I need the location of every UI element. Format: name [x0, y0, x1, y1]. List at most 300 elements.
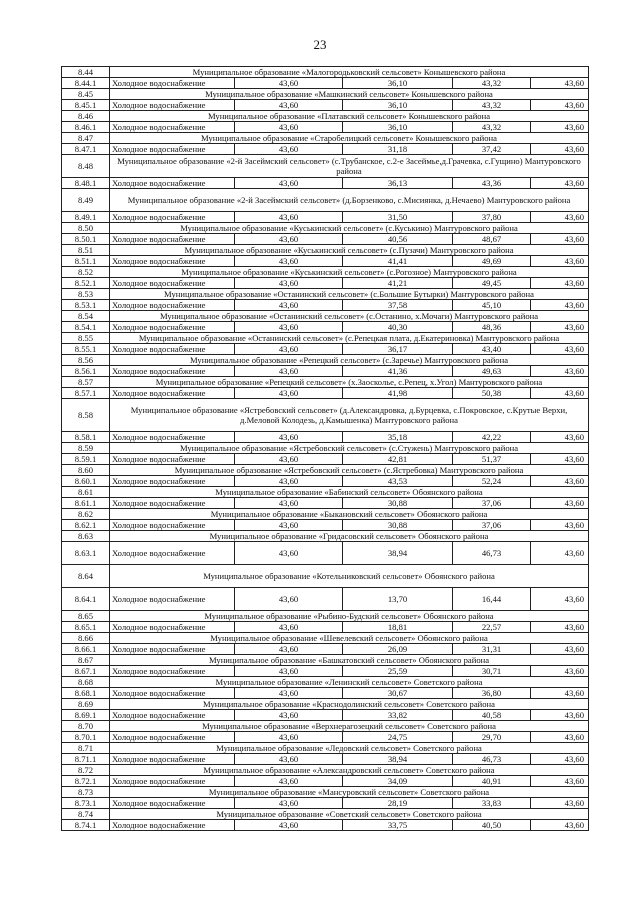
section-number: 8.73	[62, 787, 110, 798]
tariff-row	[62, 644, 589, 655]
value-2: 36,13	[343, 178, 453, 189]
section-number: 8.74	[62, 809, 110, 820]
item-number: 8.67.1	[62, 666, 110, 677]
value-2: 40,56	[343, 234, 453, 245]
value-1: 43,60	[235, 432, 343, 443]
section-number: 8.63	[62, 531, 110, 542]
item-number: 8.61.1	[62, 498, 110, 509]
section-number: 8.51	[62, 245, 110, 256]
section-number: 8.69	[62, 699, 110, 710]
value-1: 43,60	[235, 732, 343, 743]
section-title: Муниципальное образование «Краснодолинский сельсовет» Советского района	[110, 699, 589, 710]
section-header-row	[62, 787, 589, 798]
section-header-row	[62, 289, 589, 300]
value-4: 43,60	[531, 498, 589, 509]
tariff-row	[62, 732, 589, 743]
item-number: 8.74.1	[62, 820, 110, 831]
section-header-row	[62, 633, 589, 644]
section-header-row	[62, 155, 589, 178]
value-4: 43,60	[531, 100, 589, 111]
tariff-row	[62, 344, 589, 355]
section-title: Муниципальное образование «Мансуровский сельсовет» Советского района	[110, 787, 589, 798]
value-3: 30,71	[453, 666, 531, 677]
section-header-row	[62, 677, 589, 688]
item-number: 8.51.1	[62, 256, 110, 267]
section-title: Муниципальное образование «Шевелевский сельсовет» Обоянского района	[110, 633, 589, 644]
section-header-row	[62, 699, 589, 710]
item-number: 8.52.1	[62, 278, 110, 289]
value-2: 30,88	[343, 498, 453, 509]
value-3: 46,73	[453, 754, 531, 765]
item-number: 8.72.1	[62, 776, 110, 787]
value-3: 37,80	[453, 212, 531, 223]
section-header-row	[62, 189, 589, 212]
tariff-row	[62, 588, 589, 611]
value-4: 43,60	[531, 588, 589, 611]
item-number: 8.47.1	[62, 144, 110, 155]
section-number: 8.52	[62, 267, 110, 278]
value-2: 24,75	[343, 732, 453, 743]
service-name: Холодное водоснабжение	[110, 122, 235, 133]
service-name: Холодное водоснабжение	[110, 454, 235, 465]
section-header-row	[62, 565, 589, 588]
section-number: 8.44	[62, 67, 110, 78]
value-3: 48,67	[453, 234, 531, 245]
service-name: Холодное водоснабжение	[110, 688, 235, 699]
value-3: 43,36	[453, 178, 531, 189]
value-2: 40,30	[343, 322, 453, 333]
tariff-row	[62, 666, 589, 677]
section-title: Муниципальное образование «Останинский сельсовет» (с.Останино, х.Мочаги) Мантуровского района	[110, 311, 589, 322]
section-number: 8.49	[62, 189, 110, 212]
section-title: Муниципальное образование «Александровский сельсовет» Советского района	[110, 765, 589, 776]
service-name: Холодное водоснабжение	[110, 588, 235, 611]
value-1: 43,60	[235, 688, 343, 699]
value-2: 41,98	[343, 388, 453, 399]
value-1: 43,60	[235, 144, 343, 155]
value-1: 43,60	[235, 212, 343, 223]
value-2: 33,82	[343, 710, 453, 721]
value-3: 42,22	[453, 432, 531, 443]
service-name: Холодное водоснабжение	[110, 798, 235, 809]
service-name: Холодное водоснабжение	[110, 542, 235, 565]
value-2: 38,94	[343, 542, 453, 565]
item-number: 8.58.1	[62, 432, 110, 443]
section-header-row	[62, 611, 589, 622]
value-4: 43,60	[531, 798, 589, 809]
value-3: 49,63	[453, 366, 531, 377]
value-1: 43,60	[235, 344, 343, 355]
value-4: 43,60	[531, 322, 589, 333]
value-4: 43,60	[531, 754, 589, 765]
tariff-row	[62, 476, 589, 487]
service-name: Холодное водоснабжение	[110, 388, 235, 399]
value-4: 43,60	[531, 212, 589, 223]
service-name: Холодное водоснабжение	[110, 300, 235, 311]
value-2: 30,88	[343, 520, 453, 531]
tariff-row	[62, 820, 589, 831]
value-1: 43,60	[235, 476, 343, 487]
section-title: Муниципальное образование «Верхнерагозецкий сельсовет» Советского района	[110, 721, 589, 732]
value-3: 43,32	[453, 122, 531, 133]
value-2: 34,09	[343, 776, 453, 787]
value-2: 28,19	[343, 798, 453, 809]
value-1: 43,60	[235, 520, 343, 531]
value-4: 43,60	[531, 432, 589, 443]
service-name: Холодное водоснабжение	[110, 78, 235, 89]
value-3: 49,45	[453, 278, 531, 289]
value-4: 43,60	[531, 454, 589, 465]
value-3: 22,57	[453, 622, 531, 633]
section-number: 8.62	[62, 509, 110, 520]
value-2: 37,58	[343, 300, 453, 311]
value-2: 41,21	[343, 278, 453, 289]
value-4: 43,60	[531, 776, 589, 787]
section-number: 8.45	[62, 89, 110, 100]
section-title: Муниципальное образование «Останинский сельсовет» (с.Репецкая плата, д.Екатериновка) Мантуровского района	[110, 333, 589, 344]
section-header-row	[62, 487, 589, 498]
section-title: Муниципальное образование «Репецкий сельсовет» (с.Заречье) Мантуровского района	[110, 355, 589, 366]
item-number: 8.45.1	[62, 100, 110, 111]
tariff-row	[62, 100, 589, 111]
service-name: Холодное водоснабжение	[110, 100, 235, 111]
value-2: 25,59	[343, 666, 453, 677]
value-2: 36,10	[343, 78, 453, 89]
value-1: 43,60	[235, 666, 343, 677]
value-1: 43,60	[235, 542, 343, 565]
tariff-row	[62, 542, 589, 565]
value-3: 37,06	[453, 498, 531, 509]
value-4: 43,60	[531, 278, 589, 289]
section-title: Муниципальное образование «Куськинский сельсовет» (с.Рогозное) Мантуровского района	[110, 267, 589, 278]
value-3: 49,69	[453, 256, 531, 267]
section-header-row	[62, 67, 589, 78]
tariff-row	[62, 144, 589, 155]
item-number: 8.59.1	[62, 454, 110, 465]
value-1: 43,60	[235, 122, 343, 133]
item-number: 8.64.1	[62, 588, 110, 611]
value-4: 43,60	[531, 344, 589, 355]
value-3: 40,50	[453, 820, 531, 831]
section-title: Муниципальное образование «Останинский сельсовет» (с.Большие Бутырки) Мантуровского района	[110, 289, 589, 300]
section-title: Муниципальное образование «Ястребовский сельсовет» (с.Стужень) Мантуровского района	[110, 443, 589, 454]
tariff-row	[62, 798, 589, 809]
value-4: 43,60	[531, 520, 589, 531]
section-number: 8.66	[62, 633, 110, 644]
value-1: 43,60	[235, 454, 343, 465]
section-title: Муниципальное образование «Ястребовский сельсовет» (с.Ястребовка) Мантуровского района	[110, 465, 589, 476]
value-1: 43,60	[235, 588, 343, 611]
item-number: 8.62.1	[62, 520, 110, 531]
section-title: Муниципальное образование «Рыбино-Будский сельсовет» Обоянского района	[110, 611, 589, 622]
tariff-row	[62, 432, 589, 443]
value-4: 43,60	[531, 622, 589, 633]
service-name: Холодное водоснабжение	[110, 432, 235, 443]
value-1: 43,60	[235, 498, 343, 509]
tariff-row	[62, 322, 589, 333]
value-4: 43,60	[531, 122, 589, 133]
item-number: 8.68.1	[62, 688, 110, 699]
section-number: 8.48	[62, 155, 110, 178]
service-name: Холодное водоснабжение	[110, 666, 235, 677]
value-1: 43,60	[235, 278, 343, 289]
value-4: 43,60	[531, 820, 589, 831]
tariff-row	[62, 498, 589, 509]
service-name: Холодное водоснабжение	[110, 178, 235, 189]
value-3: 43,40	[453, 344, 531, 355]
value-2: 30,67	[343, 688, 453, 699]
value-1: 43,60	[235, 234, 343, 245]
value-2: 41,41	[343, 256, 453, 267]
page-number: 23	[313, 37, 327, 52]
value-2: 42,81	[343, 454, 453, 465]
value-2: 31,18	[343, 144, 453, 155]
service-name: Холодное водоснабжение	[110, 644, 235, 655]
value-2: 13,70	[343, 588, 453, 611]
section-header-row	[62, 721, 589, 732]
section-title: Муниципальное образование «Малогородьковский сельсовет» Конышевского района	[110, 67, 589, 78]
section-header-row	[62, 311, 589, 322]
tariff-table-body	[62, 67, 589, 831]
section-number: 8.47	[62, 133, 110, 144]
value-2: 18,81	[343, 622, 453, 633]
tariff-row	[62, 622, 589, 633]
section-header-row	[62, 765, 589, 776]
section-title: Муниципальное образование «Ястребовский сельсовет» (д.Александровка, д.Бурцевка, с.Покровское, с.Крутые Верхи, д.Меловой Колодезь, д.Камышенка) Мантуровского района	[110, 399, 589, 432]
service-name: Холодное водоснабжение	[110, 498, 235, 509]
item-number: 8.44.1	[62, 78, 110, 89]
value-3: 48,36	[453, 322, 531, 333]
value-4: 43,60	[531, 476, 589, 487]
value-4: 43,60	[531, 732, 589, 743]
value-3: 40,91	[453, 776, 531, 787]
value-2: 41,36	[343, 366, 453, 377]
tariff-row	[62, 754, 589, 765]
section-number: 8.67	[62, 655, 110, 666]
section-number: 8.58	[62, 399, 110, 432]
service-name: Холодное водоснабжение	[110, 732, 235, 743]
section-number: 8.72	[62, 765, 110, 776]
tariff-row	[62, 388, 589, 399]
section-header-row	[62, 655, 589, 666]
section-number: 8.59	[62, 443, 110, 454]
value-1: 43,60	[235, 754, 343, 765]
value-3: 31,31	[453, 644, 531, 655]
section-header-row	[62, 531, 589, 542]
section-header-row	[62, 245, 589, 256]
service-name: Холодное водоснабжение	[110, 322, 235, 333]
section-header-row	[62, 743, 589, 754]
section-title: Муниципальное образование «Ленинский сельсовет» Советского района	[110, 677, 589, 688]
section-number: 8.50	[62, 223, 110, 234]
section-header-row	[62, 809, 589, 820]
value-4: 43,60	[531, 300, 589, 311]
value-2: 26,09	[343, 644, 453, 655]
section-title: Муниципальное образование «Машкинский сельсовет» Конышевского района	[110, 89, 589, 100]
value-4: 43,60	[531, 178, 589, 189]
item-number: 8.49.1	[62, 212, 110, 223]
section-number: 8.53	[62, 289, 110, 300]
item-number: 8.54.1	[62, 322, 110, 333]
value-1: 43,60	[235, 622, 343, 633]
section-title: Муниципальное образование «Бабинский сельсовет» Обоянского района	[110, 487, 589, 498]
value-3: 37,42	[453, 144, 531, 155]
tariff-row	[62, 278, 589, 289]
tariff-row	[62, 234, 589, 245]
tariff-row	[62, 688, 589, 699]
tariff-row	[62, 256, 589, 267]
value-4: 43,60	[531, 666, 589, 677]
section-header-row	[62, 333, 589, 344]
value-4: 43,60	[531, 256, 589, 267]
item-number: 8.57.1	[62, 388, 110, 399]
value-4: 43,60	[531, 542, 589, 565]
item-number: 8.56.1	[62, 366, 110, 377]
service-name: Холодное водоснабжение	[110, 212, 235, 223]
item-number: 8.60.1	[62, 476, 110, 487]
tariff-row	[62, 78, 589, 89]
section-number: 8.68	[62, 677, 110, 688]
value-3: 40,58	[453, 710, 531, 721]
service-name: Холодное водоснабжение	[110, 278, 235, 289]
section-header-row	[62, 89, 589, 100]
section-title: Муниципальное образование «Котельниковский сельсовет» Обоянского района	[110, 565, 589, 588]
value-3: 33,83	[453, 798, 531, 809]
value-1: 43,60	[235, 644, 343, 655]
value-4: 43,60	[531, 710, 589, 721]
value-2: 33,75	[343, 820, 453, 831]
value-1: 43,60	[235, 366, 343, 377]
service-name: Холодное водоснабжение	[110, 344, 235, 355]
value-2: 36,17	[343, 344, 453, 355]
tariff-table	[61, 66, 589, 831]
tariff-row	[62, 520, 589, 531]
item-number: 8.55.1	[62, 344, 110, 355]
tariff-row	[62, 776, 589, 787]
service-name: Холодное водоснабжение	[110, 366, 235, 377]
section-number: 8.55	[62, 333, 110, 344]
value-3: 46,73	[453, 542, 531, 565]
tariff-row	[62, 454, 589, 465]
section-number: 8.64	[62, 565, 110, 588]
tariff-row	[62, 178, 589, 189]
item-number: 8.73.1	[62, 798, 110, 809]
item-number: 8.48.1	[62, 178, 110, 189]
value-3: 51,37	[453, 454, 531, 465]
value-2: 38,94	[343, 754, 453, 765]
tariff-row	[62, 710, 589, 721]
section-title: Муниципальное образование «Репецкий сельсовет» (х.Заосколье, с.Репец, х.Угол) Мантуровского района	[110, 377, 589, 388]
item-number: 8.71.1	[62, 754, 110, 765]
value-1: 43,60	[235, 100, 343, 111]
section-number: 8.57	[62, 377, 110, 388]
service-name: Холодное водоснабжение	[110, 144, 235, 155]
value-3: 43,32	[453, 78, 531, 89]
service-name: Холодное водоснабжение	[110, 754, 235, 765]
value-4: 43,60	[531, 688, 589, 699]
value-3: 50,38	[453, 388, 531, 399]
value-2: 31,50	[343, 212, 453, 223]
value-1: 43,60	[235, 798, 343, 809]
service-name: Холодное водоснабжение	[110, 476, 235, 487]
tariff-row	[62, 122, 589, 133]
value-3: 37,06	[453, 520, 531, 531]
section-number: 8.61	[62, 487, 110, 498]
value-3: 52,24	[453, 476, 531, 487]
section-title: Муниципальное образование «Гридасовский сельсовет» Обоянского района	[110, 531, 589, 542]
section-title: Муниципальное образование «Старобелицкий сельсовет» Конышевского района	[110, 133, 589, 144]
value-1: 43,60	[235, 178, 343, 189]
section-title: Муниципальное образование «Куськинский сельсовет» (с.Пузачи) Мантуровского района	[110, 245, 589, 256]
item-number: 8.69.1	[62, 710, 110, 721]
item-number: 8.70.1	[62, 732, 110, 743]
section-number: 8.70	[62, 721, 110, 732]
service-name: Холодное водоснабжение	[110, 520, 235, 531]
value-1: 43,60	[235, 256, 343, 267]
value-4: 43,60	[531, 234, 589, 245]
value-3: 36,80	[453, 688, 531, 699]
section-title: Муниципальное образование «Платавский сельсовет» Конышевского района	[110, 111, 589, 122]
item-number: 8.66.1	[62, 644, 110, 655]
tariff-row	[62, 366, 589, 377]
item-number: 8.50.1	[62, 234, 110, 245]
tariff-row	[62, 212, 589, 223]
value-4: 43,60	[531, 644, 589, 655]
section-title: Муниципальное образование «Куськинский сельсовет» (с.Куськино) Мантуровского района	[110, 223, 589, 234]
section-title: Муниципальное образование «Быкановский сельсовет» Обоянского района	[110, 509, 589, 520]
section-number: 8.54	[62, 311, 110, 322]
value-2: 36,10	[343, 122, 453, 133]
service-name: Холодное водоснабжение	[110, 234, 235, 245]
value-1: 43,60	[235, 300, 343, 311]
section-number: 8.71	[62, 743, 110, 754]
value-2: 43,53	[343, 476, 453, 487]
value-1: 43,60	[235, 322, 343, 333]
service-name: Холодное водоснабжение	[110, 256, 235, 267]
section-number: 8.56	[62, 355, 110, 366]
section-number: 8.46	[62, 111, 110, 122]
item-number: 8.53.1	[62, 300, 110, 311]
value-3: 16,44	[453, 588, 531, 611]
section-header-row	[62, 223, 589, 234]
section-title: Муниципальное образование «2-й Засеймский сельсовет» (д.Борзенково, с.Мисиянка, д.Нечаево) Мантуровского района	[110, 189, 589, 212]
value-1: 43,60	[235, 820, 343, 831]
item-number: 8.65.1	[62, 622, 110, 633]
value-4: 43,60	[531, 144, 589, 155]
section-title: Муниципальное образование «Башкатовский сельсовет» Обоянского района	[110, 655, 589, 666]
value-1: 43,60	[235, 776, 343, 787]
section-title: Муниципальное образование «Советский сельсовет» Советского района	[110, 809, 589, 820]
value-4: 43,60	[531, 366, 589, 377]
section-number: 8.65	[62, 611, 110, 622]
service-name: Холодное водоснабжение	[110, 820, 235, 831]
service-name: Холодное водоснабжение	[110, 622, 235, 633]
section-header-row	[62, 267, 589, 278]
value-2: 35,18	[343, 432, 453, 443]
tariff-row	[62, 300, 589, 311]
value-1: 43,60	[235, 710, 343, 721]
value-4: 43,60	[531, 78, 589, 89]
service-name: Холодное водоснабжение	[110, 710, 235, 721]
value-3: 43,32	[453, 100, 531, 111]
value-2: 36,10	[343, 100, 453, 111]
section-header-row	[62, 509, 589, 520]
value-4: 43,60	[531, 388, 589, 399]
section-header-row	[62, 443, 589, 454]
section-title: Муниципальное образование «2-й Засеймский сельсовет» (с.Трубанское, с.2-е Засеймье,д.Грачевка, с.Гущино) Мантуровского района	[110, 155, 589, 178]
value-3: 29,70	[453, 732, 531, 743]
section-header-row	[62, 399, 589, 432]
